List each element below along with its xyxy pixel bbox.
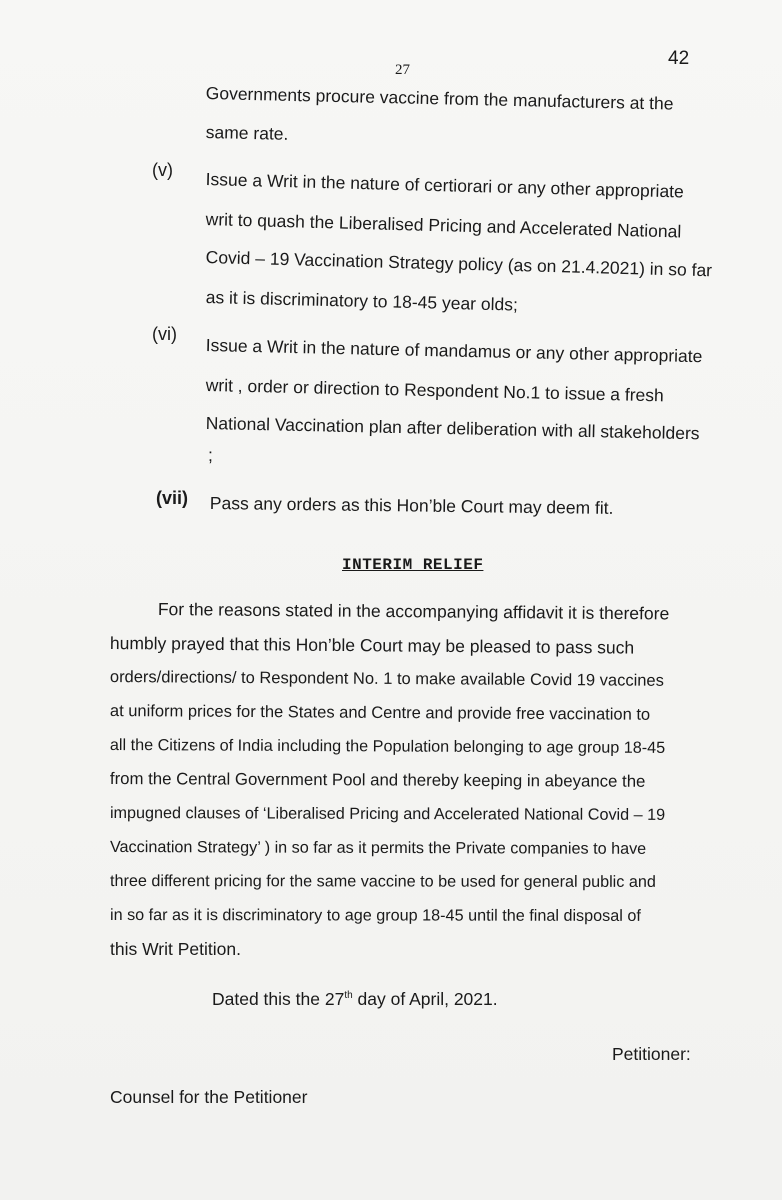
continuation-line: Governments procure vaccine from the manufacturers at the <box>205 82 674 114</box>
item-marker-vii: (vii) <box>156 488 189 508</box>
item-vi-line: Issue a Writ in the nature of mandamus or any other appropriate <box>205 334 703 367</box>
page-number-center: 27 <box>395 62 410 78</box>
interim-relief-heading: INTERIM RELIEF <box>342 556 484 574</box>
interim-relief-line: at uniform prices for the States and Centre and provide free vaccination to <box>109 701 651 724</box>
interim-relief-line: this Writ Petition. <box>110 939 241 959</box>
interim-relief-line: For the reasons stated in the accompanying affidavit it is therefore <box>157 598 670 624</box>
dated-suffix: day of April, 2021. <box>352 989 498 1009</box>
interim-relief-line: in so far as it is discriminatory to age group 18-45 until the final disposal of <box>109 906 641 925</box>
interim-relief-line: three different pricing for the same vaccine to be used for general public and <box>109 872 656 891</box>
continuation-line: same rate. <box>205 121 289 144</box>
item-v-line: Issue a Writ in the nature of certiorari or any other appropriate <box>205 168 685 202</box>
item-vi-line: National Vaccination plan after deliberation with all stakeholders <box>205 412 700 444</box>
interim-relief-line: Vaccination Strategy’ ) in so far as it permits the Private companies to have <box>109 838 647 858</box>
counsel-label: Counsel for the Petitioner <box>110 1087 308 1107</box>
page-number-corner: 42 <box>668 48 690 69</box>
item-vi-line: writ , order or direction to Respondent No.1 to issue a fresh <box>205 374 665 406</box>
item-vi-line: ; <box>208 445 213 465</box>
interim-relief-line: from the Central Government Pool and thereby keeping in abeyance the <box>109 769 646 791</box>
item-v-line: Covid – 19 Vaccination Strategy policy (as on 21.4.2021) in so far <box>205 246 713 281</box>
item-v-line: as it is discriminatory to 18-45 year olds; <box>205 286 519 315</box>
item-marker-vi: (vi) <box>152 324 177 344</box>
item-v-line: writ to quash the Liberalised Pricing and Accelerated National <box>205 208 682 242</box>
interim-relief-line: humbly prayed that this Hon’ble Court may be pleased to pass such <box>109 632 635 658</box>
dated-line <box>212 988 498 1010</box>
interim-relief-line: orders/directions/ to Respondent No. 1 to make available Covid 19 vaccines <box>109 667 664 690</box>
interim-relief-line: impugned clauses of ‘Liberalised Pricing and Accelerated National Covid – 19 <box>109 804 666 824</box>
dated-prefix: Dated this the 27 <box>212 989 345 1009</box>
item-marker-v: (v) <box>152 160 173 180</box>
dated-sup: th <box>344 990 353 1002</box>
item-vii-line: Pass any orders as this Hon’ble Court may deem fit. <box>209 492 614 518</box>
interim-relief-line: all the Citizens of India including the Population belonging to age group 18-45 <box>109 736 666 757</box>
petitioner-label: Petitioner: <box>612 1044 691 1064</box>
